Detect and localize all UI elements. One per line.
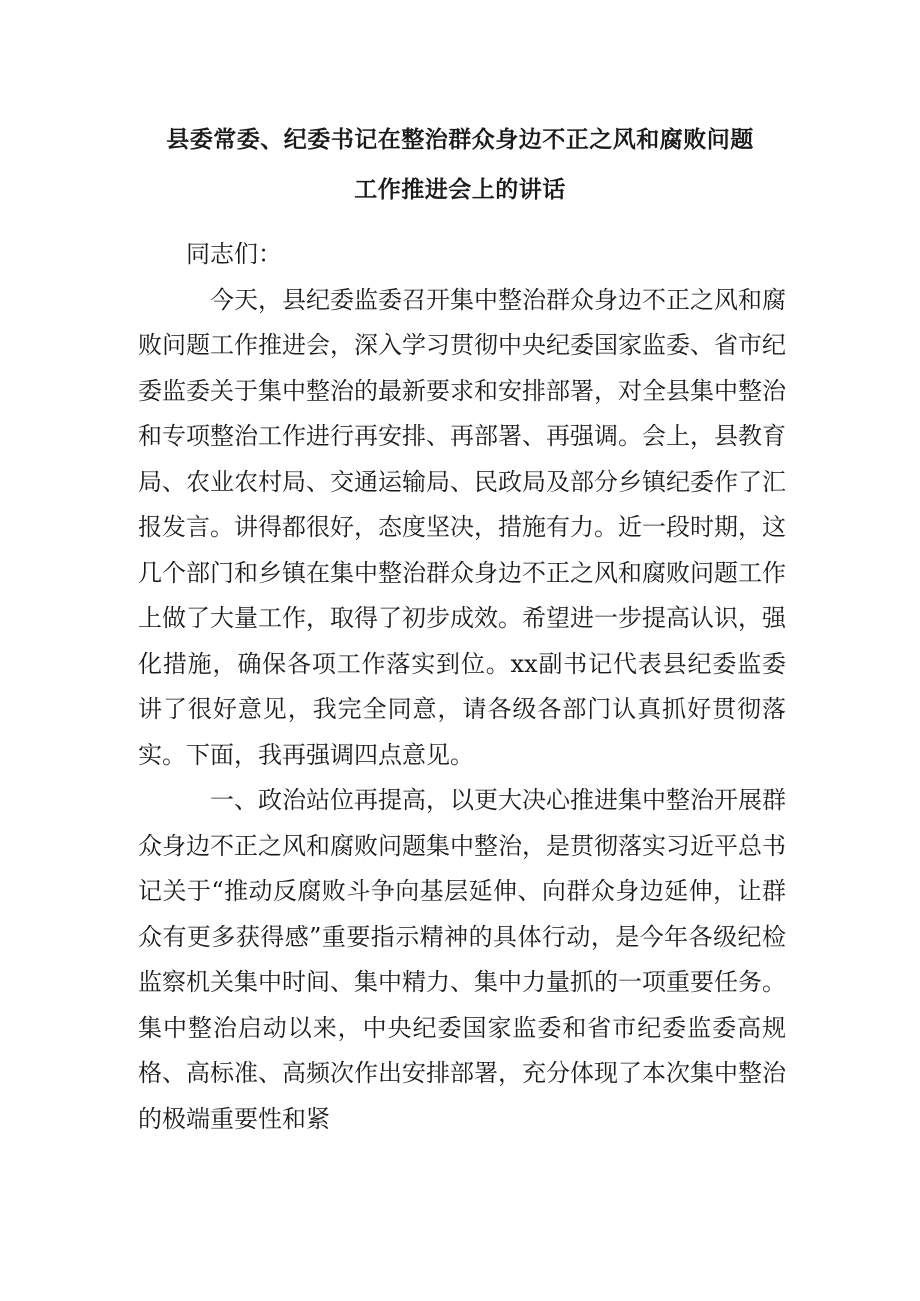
paragraph-intro: 今天，县纪委监委召开集中整治群众身边不正之风和腐败问题工作推进会，深入学习贯彻中央纪委国家监委、省市纪委监委关于集中整治的最新要求和安排部署，对全县集中整治和专项整治工作进行再安排、再部署、再强调。会上，县教育局、农业农村局、交通运输局、民政局及部分乡镇纪委作了汇报发言。讲得都很好，态度坚决，措施有力。近一段时期，这几个部门和乡镇在集中整治群众身边不正之风和腐败问题工作上做了大量工作，取得了初步成效。希望进一步提高认识，强化措施，确保各项工作落实到位。xx副书记代表县纪委监委讲了很好意见，我完全同意，请各级各部门认真抓好贯彻落实。下面，我再强调四点意见。 — [138, 285, 786, 769]
paragraph-section-one: 一、政治站位再提高，以更大决心推进集中整治开展群众身边不正之风和腐败问题集中整治，是贯彻落实习近平总书记关于“推动反腐败斗争向基层延伸、向群众身边延伸，让群众有更多获得感”重要指示精神的具体行动，是今年各级纪检监察机关集中时间、集中精力、集中力量抓的一项重要任务。集中整治启动以来，中央纪委国家监委和省市纪委监委高规格、高标准、高频次作出安排部署，充分体现了本次集中整治的极端重要性和紧 — [138, 786, 786, 1133]
document-body — [138, 232, 786, 1142]
document-title — [130, 115, 790, 215]
salutation: 同志们： — [186, 240, 282, 268]
title-line-1: 县委常委、纪委书记在整治群众身边不正之风和腐败问题 — [166, 127, 754, 153]
title-line-2: 工作推进会上的讲话 — [354, 177, 566, 203]
